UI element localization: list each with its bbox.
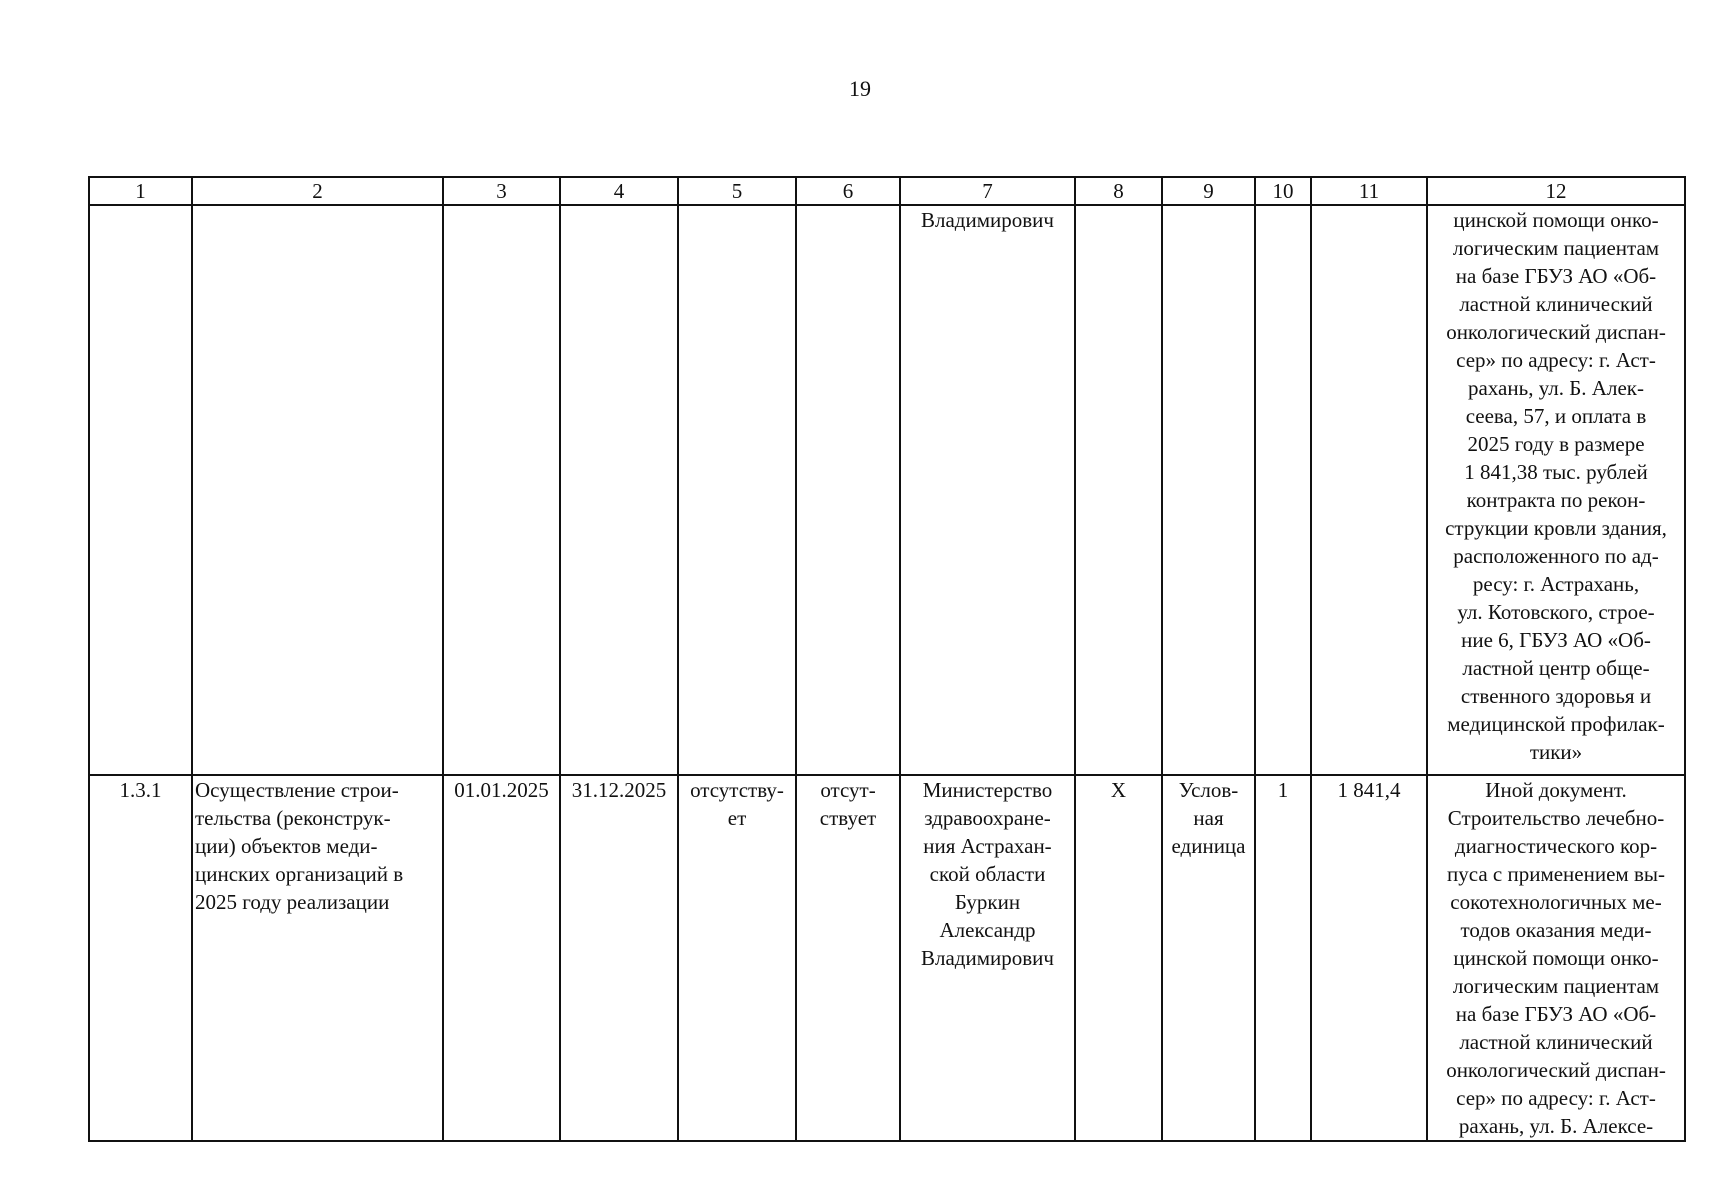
cell-responsible: Министерство здравоохране- ния Астрахан- ской области Буркин Александр Владимирович [900, 775, 1075, 1141]
column-header-6: 6 [796, 177, 900, 205]
cell-number [89, 205, 192, 775]
cell-col5 [678, 205, 796, 775]
column-header-9: 9 [1162, 177, 1255, 205]
cell-responsible: Владимирович [900, 205, 1075, 775]
cell-col5: отсутству- ет [678, 775, 796, 1141]
column-header-7: 7 [900, 177, 1075, 205]
column-number-header-row [89, 177, 1685, 205]
cell-quantity: 1 [1255, 775, 1311, 1141]
cell-quantity [1255, 205, 1311, 775]
cell-name: Осуществление строи- тельства (реконструк- ции) объектов меди- цинских организаций в 2025 году реализации [192, 775, 443, 1141]
column-header-4: 4 [560, 177, 678, 205]
cell-start-date: 01.01.2025 [443, 775, 560, 1141]
cell-col8: Х [1075, 775, 1162, 1141]
cell-unit: Услов- ная единица [1162, 775, 1255, 1141]
cell-number: 1.3.1 [89, 775, 192, 1141]
cell-amount: 1 841,4 [1311, 775, 1427, 1141]
table-row-1-3-1 [89, 775, 1685, 1141]
column-header-11: 11 [1311, 177, 1427, 205]
cell-description: Иной документ. Строительство лечебно- диагностического кор- пуса с применением вы- сокотехнологичных ме- тодов оказания меди- цинской помощи онко- логическим пациентам на базе ГБУЗ АО «Об- ластной клинический онкологический диспан- сер» по адресу: г. Аст- рахань, ул. Б. Алексе- [1427, 775, 1685, 1141]
column-header-5: 5 [678, 177, 796, 205]
cell-unit [1162, 205, 1255, 775]
cell-name [192, 205, 443, 775]
cell-end-date [560, 205, 678, 775]
cell-amount [1311, 205, 1427, 775]
column-header-2: 2 [192, 177, 443, 205]
column-header-8: 8 [1075, 177, 1162, 205]
document-table [88, 176, 1686, 1142]
column-header-3: 3 [443, 177, 560, 205]
column-header-1: 1 [89, 177, 192, 205]
cell-end-date: 31.12.2025 [560, 775, 678, 1141]
table-row-continuation [89, 205, 1685, 775]
column-header-12: 12 [1427, 177, 1685, 205]
page-number: 19 [849, 76, 871, 101]
cell-col6: отсут- ствует [796, 775, 900, 1141]
cell-col6 [796, 205, 900, 775]
cell-col8 [1075, 205, 1162, 775]
cell-start-date [443, 205, 560, 775]
column-header-10: 10 [1255, 177, 1311, 205]
cell-description: цинской помощи онко- логическим пациентам на базе ГБУЗ АО «Об- ластной клинический онкологический диспан- сер» по адресу: г. Аст- рахань, ул. Б. Алек- сеева, 57, и оплата в 2025 году в размере 1 841,38 тыс. рублей контракта по рекон- струкции кровли здания, расположенного по ад- ресу: г. Астрахань, ул. Котовского, строе- ние 6, ГБУЗ АО «Об- ластной центр обще- ственного здоровья и медицинской профилак- тики» [1427, 205, 1685, 775]
